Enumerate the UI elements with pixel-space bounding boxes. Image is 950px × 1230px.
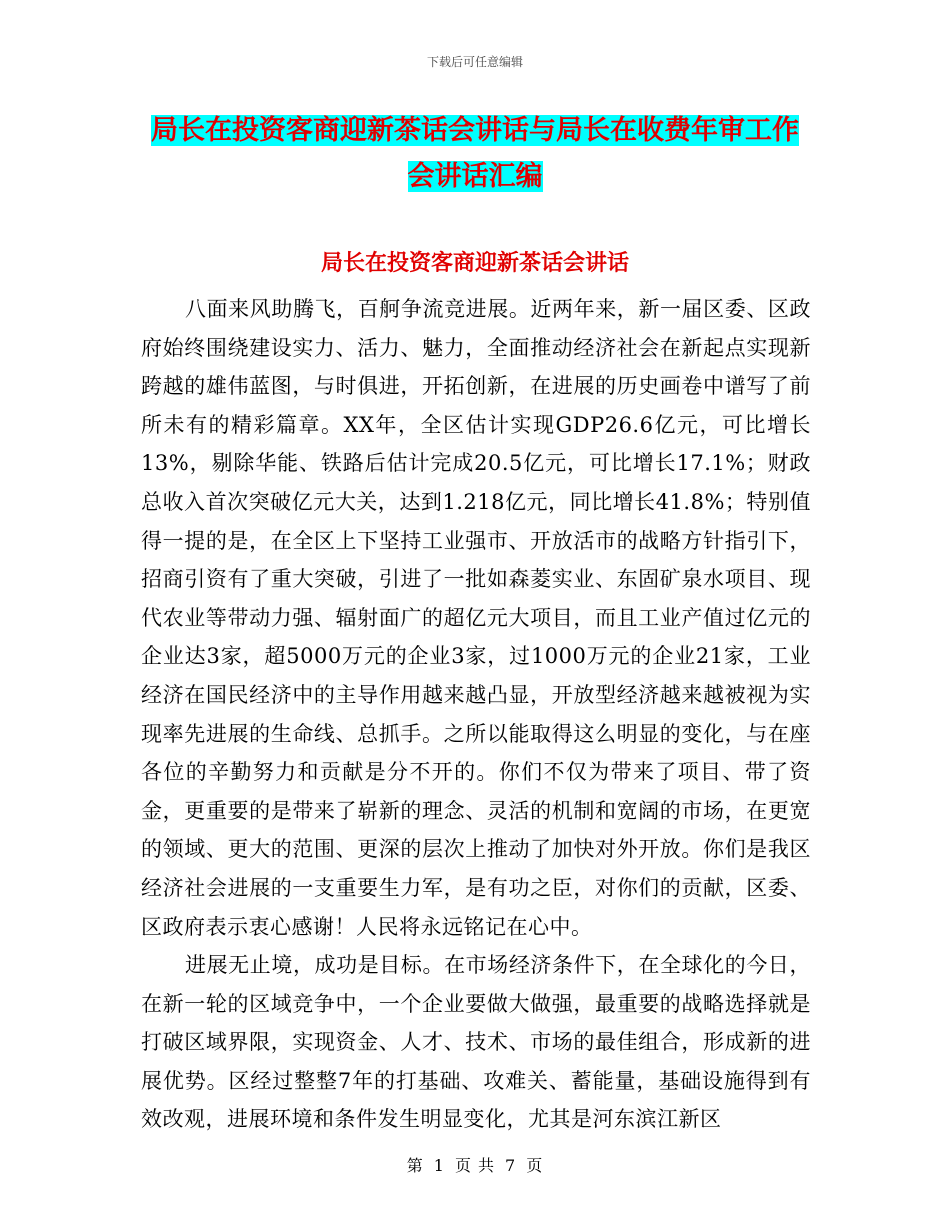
paragraph-2: 进展无止境，成功是目标。在市场经济条件下，在全球化的今日，在新一轮的区域竞争中，一个企业要做大做强，最重要的战略选择就是打破区域界限，实现资金、人才、技术、市场的最佳组合，形成新的进展优势。区经过整整7年的打基础、攻难关、蓄能量，基础设施得到有效改观，进展环境和条件发生明显变化，尤其是河东滨江新区 [141,953,811,1132]
footer-total-pages: 7 [505,1156,517,1175]
page-footer [0,1153,950,1176]
document-title [140,108,810,200]
footer-suffix: 页 [526,1156,544,1175]
footer-prefix: 第 [406,1156,424,1175]
section-title: 局长在投资客商迎新茶话会讲话 [320,250,629,276]
body-text [141,290,811,1139]
footer-mid: 页 共 [454,1156,496,1175]
header-note: 下载后可任意编辑 [426,55,523,69]
paragraph-1: 八面来风助腾飞，百舸争流竞进展。近两年来，新一届区委、区政府始终围绕建设实力、活力、魅力，全面推动经济社会在新起点实现新跨越的雄伟蓝图，与时俱进，开拓创新，在进展的历史画卷中谱写了前所未有的精彩篇章。XX年，全区估计实现GDP26.6亿元，可比增长13%，剔除华能、铁路后估计完成20.5亿元，可比增长17.1%；财政总收入首次突破亿元大关，达到1.218亿元，同比增长41.8%；特别值得一提的是，在全区上下坚持工业强市、开放活市的战略方针指引下，招商引资有了重大突破，引进了一批如森菱实业、东固矿泉水项目、现代农业等带动力强、辐射面广的超亿元大项目，而且工业产值过亿元的企业达3家，超5000万元的企业3家，过1000万元的企业21家，工业经济在国民经济中的主导作用越来越凸显，开放型经济越来越被视为实现率先进展的生命线、总抓手。之所以能取得这么明显的变化，与在座各位的辛勤努力和贡献是分不开的。你们不仅为带来了项目、带了资金，更重要的是带来了崭新的理念、灵活的机制和宽阔的市场，在更宽的领域、更大的范围、更深的层次上推动了加快对外开放。你们是我区经济社会进展的一支重要生力军，是有功之臣，对你们的贡献，区委、区政府表示衷心感谢！人民将永远铭记在心中。 [141,297,811,939]
footer-page-number: 1 [433,1156,445,1175]
document-title-text: 局长在投资客商迎新茶话会讲话与局长在收费年审工作会讲话汇编 [151,115,799,192]
